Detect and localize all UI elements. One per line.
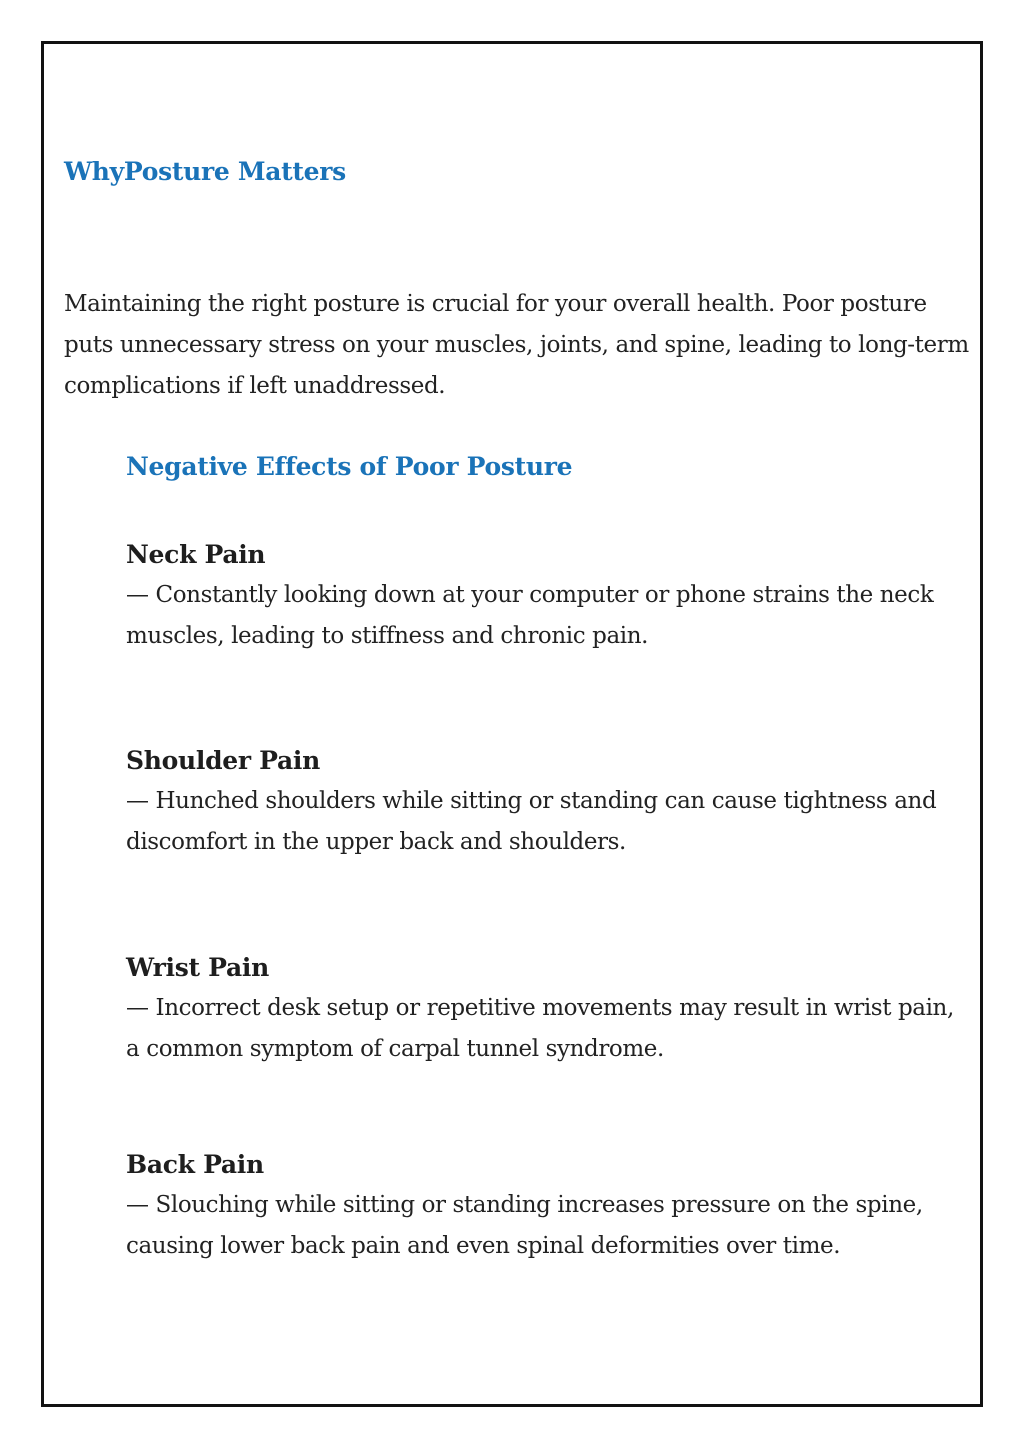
effect-title: Back Pain: [126, 1150, 264, 1179]
effect-title: Neck Pain: [126, 540, 266, 569]
effect-wrist-pain: [126, 947, 956, 1070]
effect-description: — Incorrect desk setup or repetitive movements may result in wrist pain, a common symptom of carpal tunnel syndrome.: [126, 995, 954, 1062]
effect-description: — Slouching while sitting or standing increases pressure on the spine, causing lower back pain and even spinal deformities over time.: [126, 1192, 923, 1259]
effect-title: Wrist Pain: [126, 953, 269, 982]
effect-description: — Hunched shoulders while sitting or standing can cause tightness and discomfort in the upper back and shoulders.: [126, 788, 937, 855]
intro-paragraph: Maintaining the right posture is crucial for your overall health. Poor posture puts unnecessary stress on your muscles, joints, and spine, leading to long-term complications if left unaddressed.: [64, 291, 969, 399]
effect-shoulder-pain: [126, 740, 956, 863]
effect-neck-pain: [126, 534, 956, 657]
page-title: WhyPosture Matters: [64, 157, 346, 186]
effect-title: Shoulder Pain: [126, 746, 320, 775]
effect-back-pain: [126, 1144, 956, 1267]
section-heading: Negative Effects of Poor Posture: [126, 452, 573, 481]
effect-description: — Constantly looking down at your computer or phone strains the neck muscles, leading to stiffness and chronic pain.: [126, 582, 934, 649]
page-frame: [41, 41, 983, 1407]
